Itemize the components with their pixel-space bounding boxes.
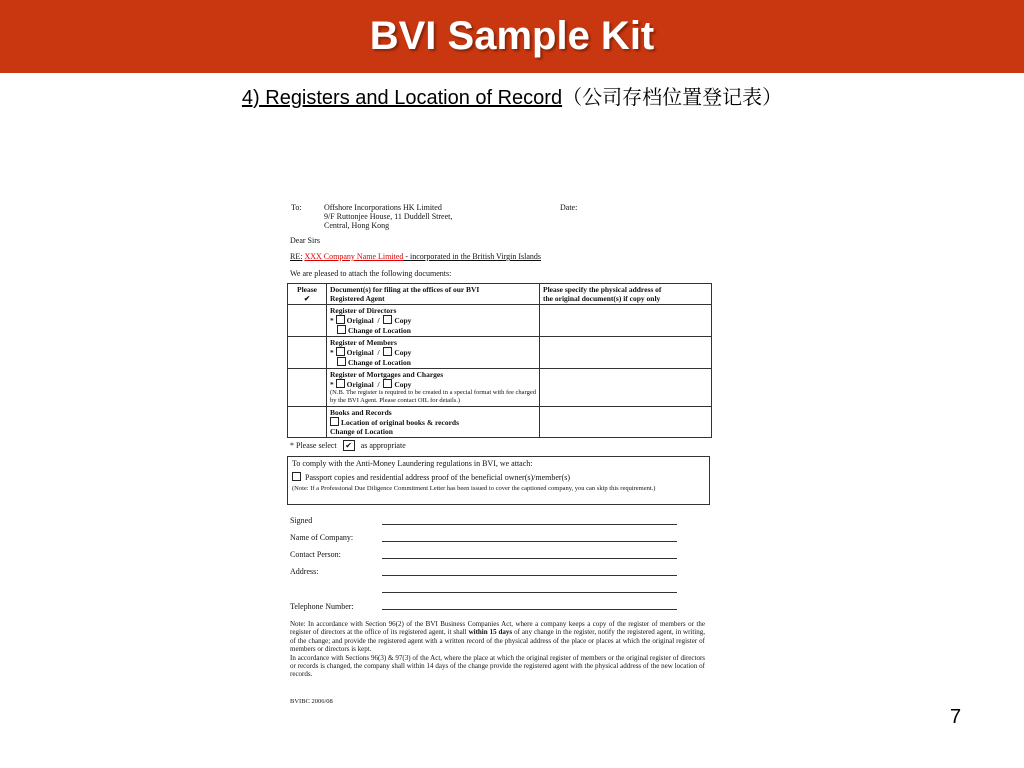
original-label: Original <box>346 380 374 389</box>
original-label: Original <box>346 348 374 357</box>
register-of-directors-cell <box>327 305 540 337</box>
original-label: Original <box>346 316 374 325</box>
company-label: Name of Company: <box>290 533 354 542</box>
aml-box <box>287 456 710 505</box>
form-document <box>285 196 715 716</box>
address-line-1[interactable] <box>382 575 677 576</box>
check-icon: ✔ <box>303 294 311 303</box>
header-addr-line-1: Please specify the physical address of <box>543 285 662 294</box>
change-location-label: Change of Location <box>348 358 411 367</box>
copy-checkbox[interactable] <box>383 315 392 324</box>
tick-cell[interactable] <box>288 337 327 369</box>
original-checkbox[interactable] <box>336 379 345 388</box>
re-label: RE: <box>290 252 303 261</box>
header-documents <box>327 284 540 305</box>
original-checkbox[interactable] <box>336 315 345 324</box>
check-icon: ✔ <box>343 440 355 451</box>
address-label: Address: <box>290 567 319 576</box>
tick-cell[interactable] <box>288 407 327 438</box>
table-header-row <box>288 284 712 305</box>
aml-heading: To comply with the Anti-Money Laundering regulations in BVI, we attach: <box>292 459 533 468</box>
copy-checkbox[interactable] <box>383 347 392 356</box>
copy-label: Copy <box>394 348 412 357</box>
copy-checkbox[interactable] <box>383 379 392 388</box>
title-bar <box>0 0 1024 73</box>
aml-item-label: Passport copies and residential address proof of the beneficial owner(s)/member(s) <box>305 473 571 482</box>
register-of-members-cell <box>327 337 540 369</box>
row-title: Register of Mortgages and Charges <box>330 370 444 379</box>
telephone-label: Telephone Number: <box>290 602 354 611</box>
asterisk: * <box>330 380 334 389</box>
note-part-b: of any change in the register, notify the registered agent, in writing, of the change; and provide the registered agent with a written record of the physical address of the place or places at which the original register of members or directors is kept. <box>290 628 705 654</box>
signed-label: Signed <box>290 516 313 525</box>
to-line-2: 9/F Ruttonjee House, 11 Duddell Street, <box>324 212 453 221</box>
note-part-a: Note: In accordance with Section 96(2) of the BVI Business Companies Act, where a company keeps a copy of the register of members or the register of directors at the office of its registered agent, it shall <box>290 620 705 637</box>
table-row <box>288 305 712 337</box>
documents-table <box>287 283 712 438</box>
header-docs-line-1: Document(s) for filing at the offices of our BVI <box>330 285 480 294</box>
address-line-2[interactable] <box>382 592 677 593</box>
select-prefix: * Please select <box>290 441 337 450</box>
select-suffix: as appropriate <box>360 441 406 450</box>
date-label: Date: <box>560 203 578 212</box>
signed-line[interactable] <box>382 524 677 525</box>
header-addr-line-2: the original document(s) if copy only <box>543 294 661 303</box>
to-line-1: Offshore Incorporations HK Limited <box>324 203 442 212</box>
row-title: Register of Members <box>330 338 397 347</box>
separator: / <box>377 380 380 389</box>
change-location-checkbox[interactable] <box>337 357 346 366</box>
original-checkbox[interactable] <box>336 347 345 356</box>
passport-checkbox[interactable] <box>292 472 301 481</box>
header-address <box>540 284 712 305</box>
address-cell[interactable] <box>540 337 712 369</box>
register-of-mortgages-cell <box>327 369 540 407</box>
asterisk: * <box>330 348 334 357</box>
row-title: Books and Records <box>330 408 392 417</box>
salutation: Dear Sirs <box>290 236 320 245</box>
asterisk: * <box>330 316 334 325</box>
re-company-name: XXX Company Name Limited <box>304 252 404 261</box>
address-cell[interactable] <box>540 407 712 438</box>
footer-code: BVIBC 2006/08 <box>290 698 333 705</box>
change-location-label: Change of Location <box>330 427 393 436</box>
header-please <box>288 284 327 305</box>
note-bold: within 15 days <box>468 628 513 637</box>
row-title: Register of Directors <box>330 306 397 315</box>
contact-label: Contact Person: <box>290 550 341 559</box>
copy-label: Copy <box>394 380 412 389</box>
company-line[interactable] <box>382 541 677 542</box>
aml-item <box>292 472 570 482</box>
intro-text: We are pleased to attach the following documents: <box>290 269 452 278</box>
slide-title: BVI Sample Kit <box>369 14 655 58</box>
address-cell[interactable] <box>540 369 712 407</box>
tick-cell[interactable] <box>288 369 327 407</box>
separator: / <box>377 316 380 325</box>
select-instruction <box>290 440 406 451</box>
location-label: Location of original books & records <box>341 418 459 427</box>
table-row <box>288 407 712 438</box>
separator: / <box>377 348 380 357</box>
subtitle-chinese: （公司存档位置登记表） <box>562 87 783 109</box>
copy-label: Copy <box>394 316 412 325</box>
contact-line[interactable] <box>382 558 677 559</box>
slide-subtitle <box>0 86 1024 110</box>
mortgages-note: (N.B. The register is required to be created in a special format with fee charged by the BVI Agent. Please contact OIL for details.) <box>330 389 536 404</box>
legal-note <box>290 620 705 679</box>
re-rest: - incorporated in the British Virgin Islands <box>403 252 541 261</box>
subtitle-english: 4) Registers and Location of Record <box>241 87 563 109</box>
location-checkbox[interactable] <box>330 417 339 426</box>
note-part-c: In accordance with Sections 96(3) & 97(3) of the Act, where the place at which the original register of members or the original register of directors or records is changed, the company shall within 14 days of the change provide the registered agent with the physical address of the new location of records. <box>290 653 705 679</box>
page-number: 7 <box>950 706 962 728</box>
header-please-label: Please <box>297 285 317 294</box>
change-location-checkbox[interactable] <box>337 325 346 334</box>
to-line-3: Central, Hong Kong <box>324 221 390 230</box>
table-row <box>288 337 712 369</box>
tick-cell[interactable] <box>288 305 327 337</box>
telephone-line[interactable] <box>382 609 677 610</box>
re-line <box>290 252 541 261</box>
books-and-records-cell <box>327 407 540 438</box>
aml-note: (Note: If a Professional Due Diligence Commitment Letter has been issued to cover the captioned company, you can skip this requirement.) <box>292 485 656 492</box>
to-label: To: <box>291 203 302 212</box>
header-docs-line-2: Registered Agent <box>330 294 385 303</box>
address-cell[interactable] <box>540 305 712 337</box>
change-location-label: Change of Location <box>348 326 411 335</box>
table-row <box>288 369 712 407</box>
